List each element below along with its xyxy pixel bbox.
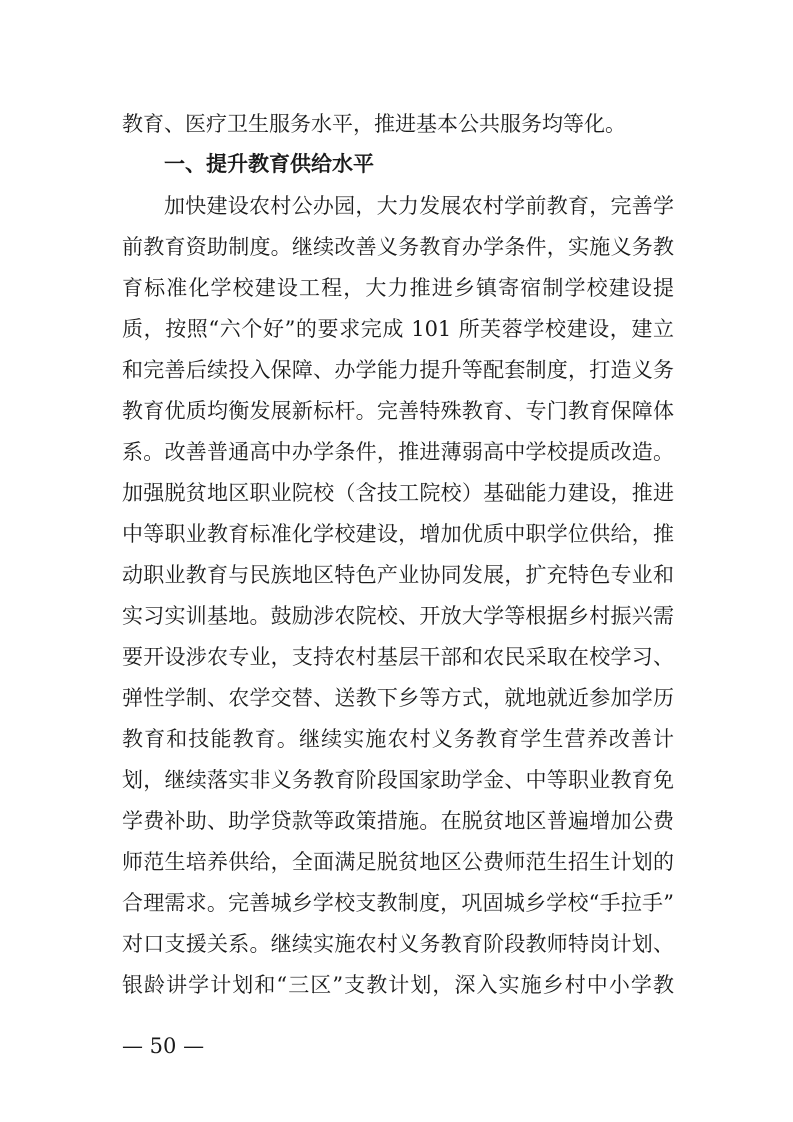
paragraph-line: 和完善后续投入保障、办学能力提升等配套制度，打造义务 (122, 358, 674, 382)
paragraph-line: 实习实训基地。鼓励涉农院校、开放大学等根据乡村振兴需 (122, 604, 674, 628)
paragraph-line: 加强脱贫地区职业院校（含技工院校）基础能力建设，推进 (122, 481, 674, 505)
paragraph-line: 银龄讲学计划和“三区”支教计划，深入实施乡村中小学教 (122, 973, 674, 997)
paragraph-line: 系。改善普通高中办学条件，推进薄弱高中学校提质改造。 (122, 440, 674, 464)
paragraph-line: 加快建设农村公办园，大力发展农村学前教育，完善学 (164, 194, 674, 218)
paragraph-line: 学费补助、助学贷款等政策措施。在脱贫地区普遍增加公费 (122, 809, 674, 833)
page-number: — 50 — (122, 1034, 205, 1058)
paragraph-line: 划，继续落实非义务教育阶段国家助学金、中等职业教育免 (122, 768, 674, 792)
paragraph-line: 合理需求。完善城乡学校支教制度，巩固城乡学校“手拉手” (122, 891, 674, 915)
paragraph-line: 教育优质均衡发展新标杆。完善特殊教育、专门教育保障体 (122, 399, 674, 423)
paragraph-line: 弹性学制、农学交替、送教下乡等方式，就地就近参加学历 (122, 686, 674, 710)
paragraph-line: 前教育资助制度。继续改善义务教育办学条件，实施义务教 (122, 235, 674, 259)
paragraph-line: 师范生培养供给，全面满足脱贫地区公费师范生招生计划的 (122, 850, 674, 874)
intro-line: 教育、医疗卫生服务水平，推进基本公共服务均等化。 (122, 112, 626, 136)
section-heading: 一、提升教育供给水平 (164, 152, 374, 176)
paragraph-line: 对口支援关系。继续实施农村义务教育阶段教师特岗计划、 (122, 932, 674, 956)
paragraph-line: 教育和技能教育。继续实施农村义务教育学生营养改善计 (122, 727, 674, 751)
paragraph-line: 质，按照“六个好”的要求完成 101 所芙蓉学校建设，建立 (122, 317, 674, 341)
paragraph-line: 要开设涉农专业，支持农村基层干部和农民采取在校学习、 (122, 645, 674, 669)
paragraph-line: 动职业教育与民族地区特色产业协同发展，扩充特色专业和 (122, 563, 674, 587)
paragraph-line: 中等职业教育标准化学校建设，增加优质中职学位供给，推 (122, 522, 674, 546)
paragraph-line: 育标准化学校建设工程，大力推进乡镇寄宿制学校建设提 (122, 276, 674, 300)
